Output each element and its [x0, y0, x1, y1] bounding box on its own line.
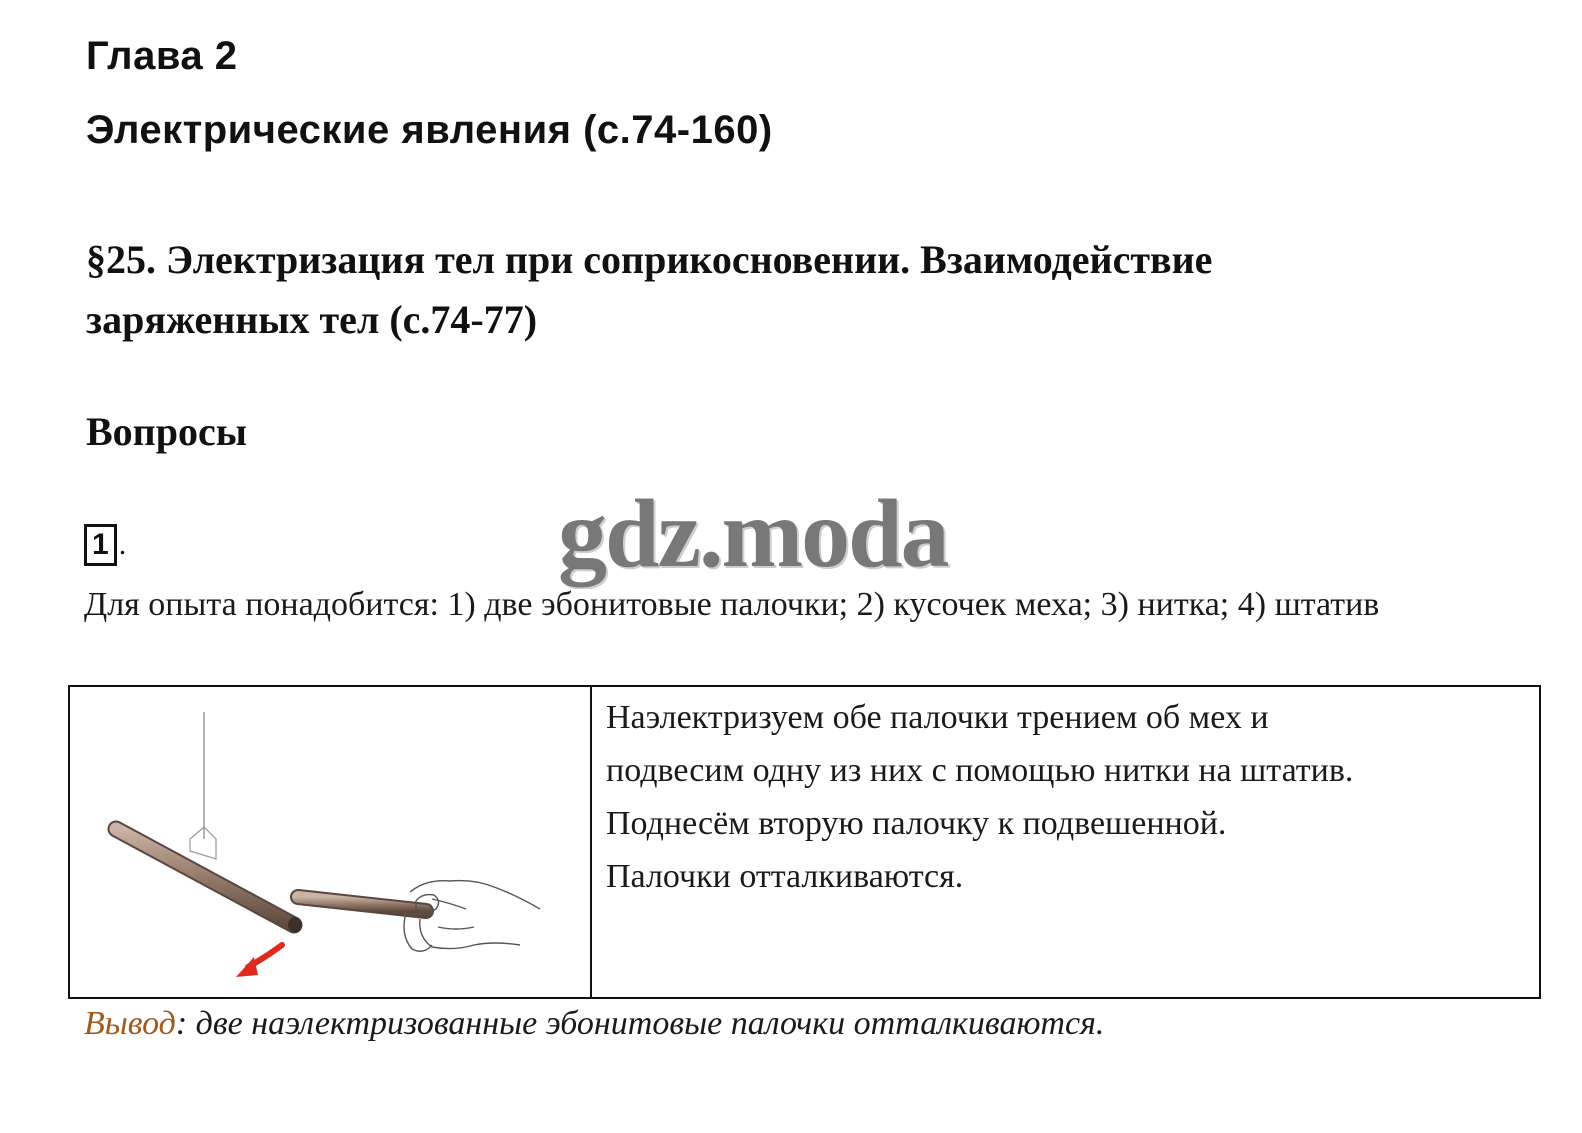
- question-number-box: 1: [84, 524, 117, 566]
- question-number-suffix: .: [118, 528, 127, 561]
- experiment-table: [68, 685, 1541, 999]
- experiment-description: [592, 687, 1539, 997]
- conclusion-label: Вывод: [84, 1005, 176, 1042]
- experiment-line: подвесим одну из них с помощью нитки на штатив.: [606, 752, 1354, 789]
- experiment-line: Наэлектризуем обе палочки трением об мех и: [606, 699, 1269, 736]
- question-number: [84, 525, 126, 565]
- chapter-heading: Глава 2: [86, 34, 238, 78]
- suspended-rod-icon: [116, 829, 302, 933]
- hand-held-rod-icon: [298, 897, 426, 911]
- experiment-line: Поднесём вторую палочку к подвешенной.: [606, 805, 1227, 842]
- experiment-illustration: [70, 687, 588, 997]
- experiment-figure-cell: [70, 687, 592, 997]
- experiment-line: Палочки отталкиваются.: [606, 858, 964, 895]
- thread-loop-icon: [190, 827, 216, 859]
- equipment-text: Для опыта понадобится: 1) две эбонитовые палочки; 2) кусочек меха; 3) нитка; 4) штатив: [84, 586, 1380, 623]
- red-arrow-icon: [236, 945, 282, 977]
- questions-heading: Вопросы: [86, 409, 247, 454]
- section-title: §25. Электризация тел при соприкосновении. Взаимодействие заряженных тел (с.74-77): [86, 237, 1213, 342]
- chapter-title: Электрические явления (с.74-160): [86, 108, 773, 152]
- watermark-logo: gdz.moda: [558, 480, 948, 588]
- conclusion-text: : две наэлектризованные эбонитовые палочки отталкиваются.: [175, 1005, 1105, 1042]
- conclusion: [84, 1000, 1104, 1048]
